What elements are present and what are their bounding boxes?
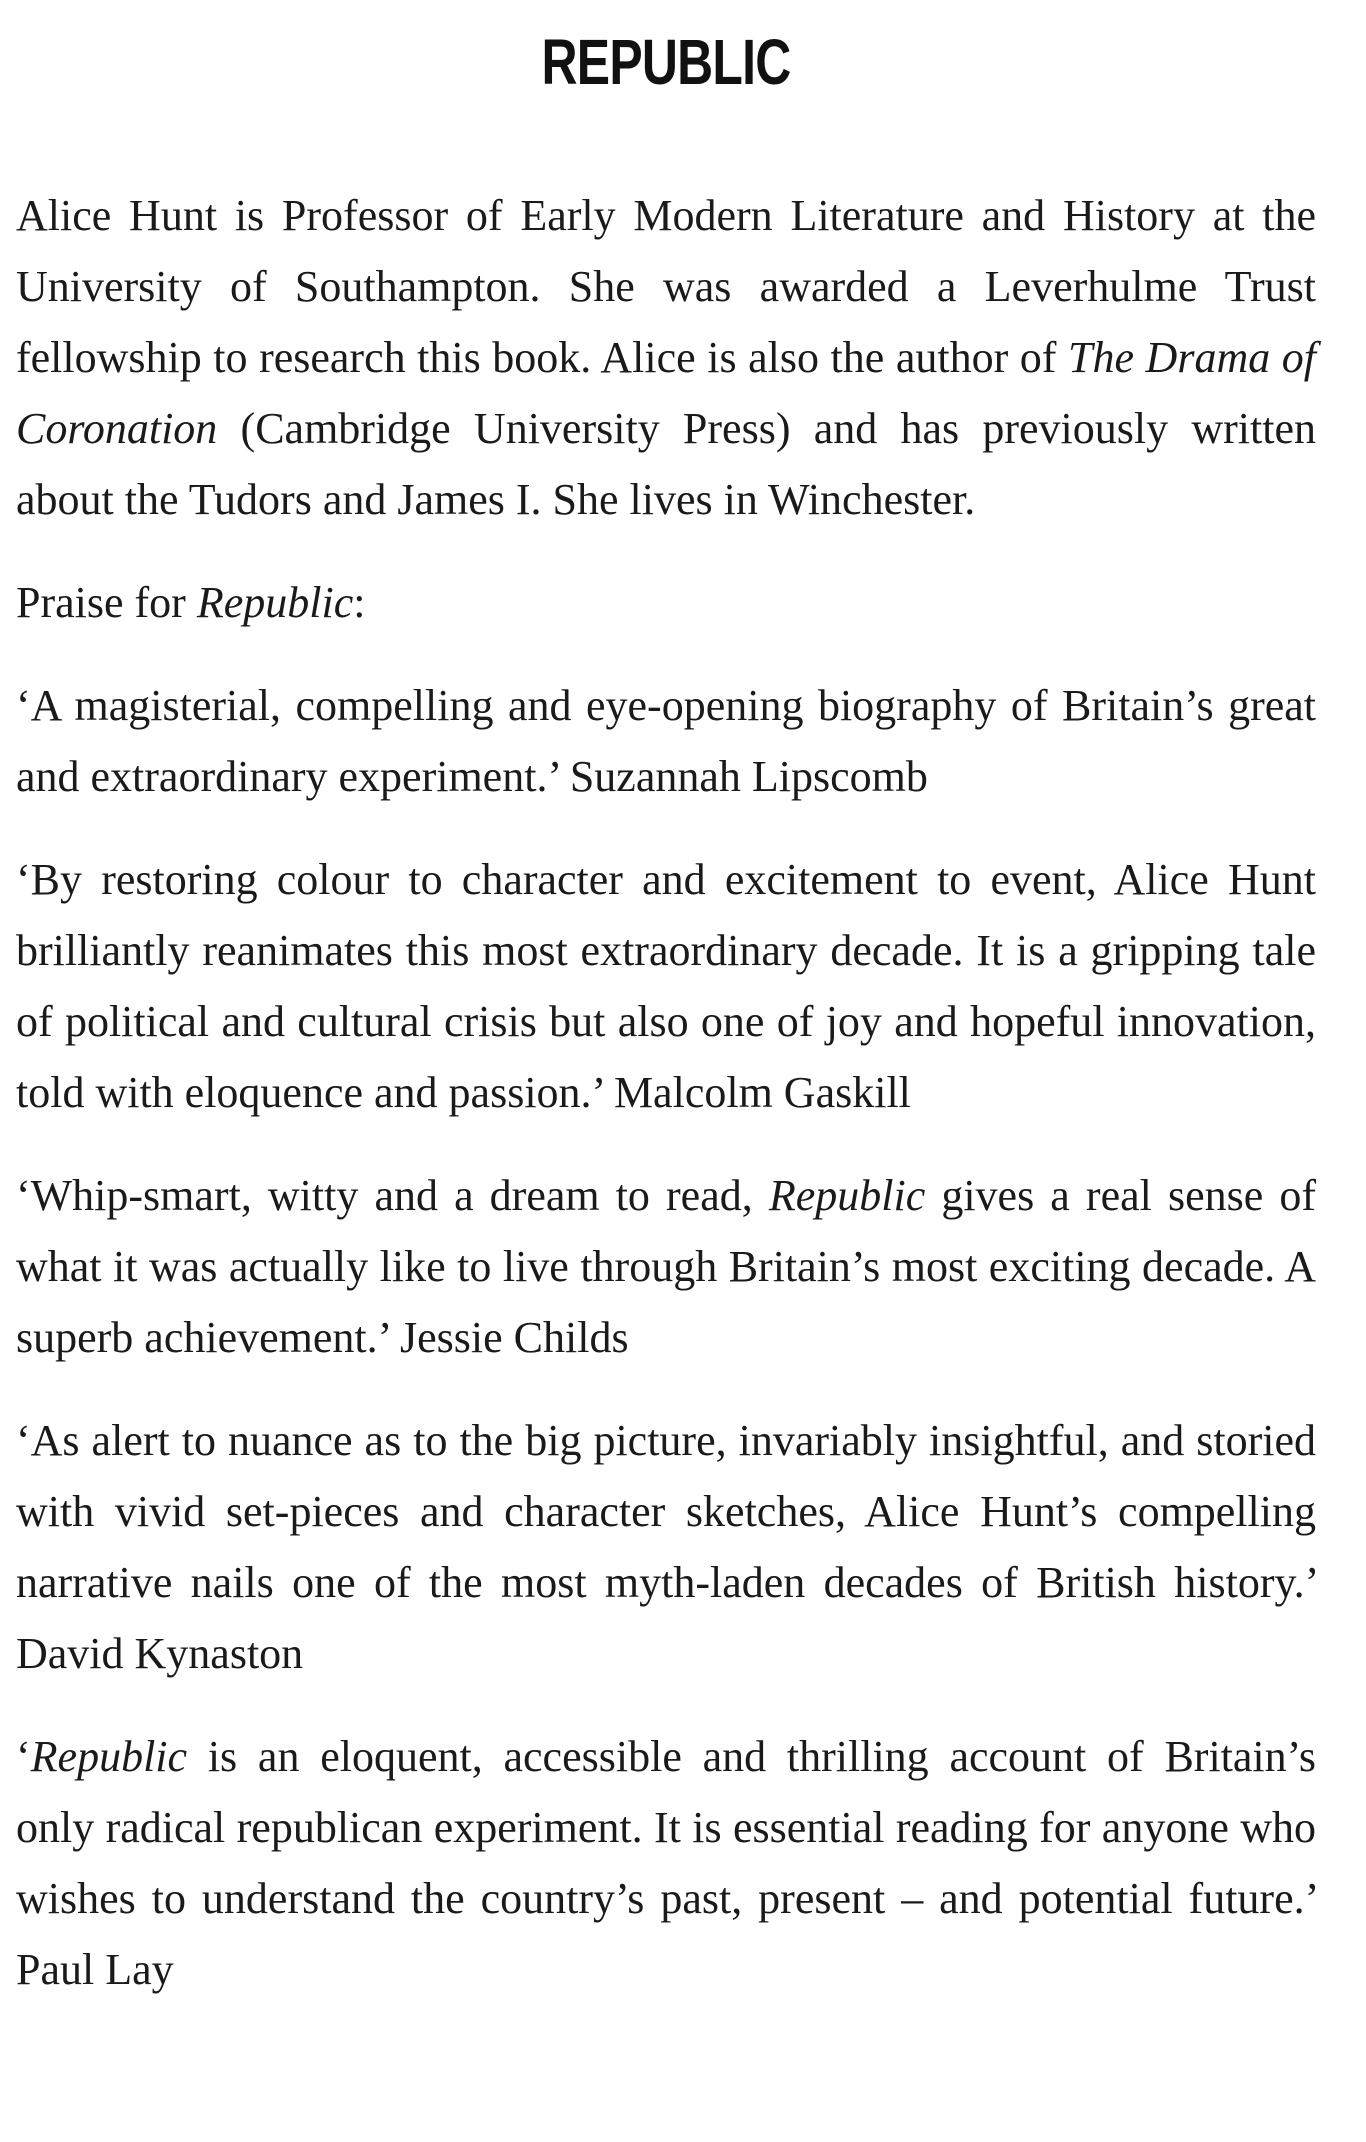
quote-author: Paul Lay [16, 1945, 174, 1994]
quote-book-title: Republic [768, 1171, 926, 1220]
praise-heading-book-title: Republic [196, 578, 354, 627]
praise-quote-3 [16, 1160, 1316, 1373]
quote-text: ‘As alert to nuance as to the big picture, invariably insightful, and storied with vivid set-pieces and character sketches, Alice Hunt’s compelling narrative nails one of the most myth-laden decades of British history.’ [16, 1416, 1316, 1607]
author-bio-text-start: Alice Hunt is Professor of Early Modern Literature and History at the University of Southampton. She was awarded a Leverhulme Trust fellowship to research this book. Alice is also the author of [16, 191, 1316, 382]
quote-book-title: Republic [30, 1732, 188, 1781]
praise-quote-1 [16, 670, 1316, 812]
praise-quote-5 [16, 1721, 1316, 2005]
quote-text-start: ‘Whip-smart, witty and a dream to read, [16, 1171, 769, 1220]
praise-heading [16, 567, 1316, 638]
book-page [16, 0, 1316, 2005]
praise-heading-prefix: Praise for [16, 578, 197, 627]
quote-author: Suzannah Lipscomb [569, 752, 928, 801]
quote-text: ‘By restoring colour to character and excitement to event, Alice Hunt brilliantly reanimates this most extraordinary decade. It is a gripping tale of political and cultural crisis but also one of joy and hopeful innovation, told with eloquence and passion.’ [16, 855, 1316, 1117]
praise-quote-2 [16, 844, 1316, 1128]
quote-author: Malcolm Gaskill [613, 1068, 911, 1117]
quote-text-start: ‘ [16, 1732, 31, 1781]
quote-text-end: gives a real sense of what it was actually like to live through Britain’s most exciting decade. A superb achievement.’ [16, 1171, 1316, 1362]
author-bio [16, 180, 1316, 535]
author-bio-text-end: (Cambridge University Press) and has previously written about the Tudors and James I. She lives in Winchester. [16, 404, 1316, 524]
praise-heading-suffix: : [353, 578, 366, 627]
quote-author: Jessie Childs [400, 1313, 629, 1362]
praise-quote-4 [16, 1405, 1316, 1689]
quote-text: ‘A magisterial, compelling and eye-opening biography of Britain’s great and extraordinary experiment.’ [16, 681, 1316, 801]
author-book-title: The Drama of Coronation [16, 333, 1316, 453]
quote-author: David Kynaston [16, 1629, 304, 1678]
quote-text-end: is an eloquent, accessible and thrilling account of Britain’s only radical republican experiment. It is essential reading for anyone who wishes to understand the country’s past, present – and potential future.’ [16, 1732, 1316, 1923]
page-title: REPUBLIC [541, 26, 791, 98]
